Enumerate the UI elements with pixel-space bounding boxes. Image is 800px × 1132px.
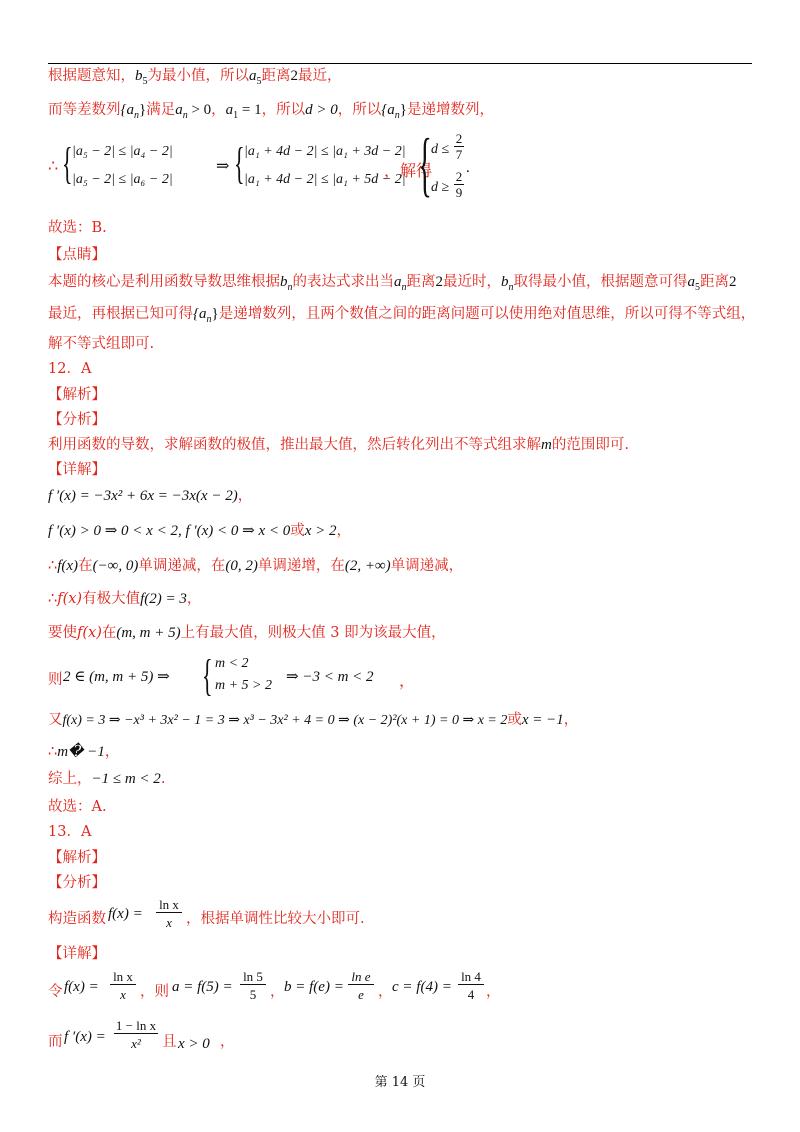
text: .: [160, 771, 166, 787]
math: a: [249, 68, 257, 84]
q12-system-line: [48, 651, 748, 700]
text: ，: [563, 712, 579, 728]
left-brace: {: [234, 139, 245, 188]
math: (−∞, 0): [92, 558, 139, 574]
math: a: [225, 102, 234, 118]
text: ，所以: [261, 102, 306, 118]
text: 而: [48, 1034, 63, 1050]
math: 2: [729, 274, 737, 290]
q12-fenxi-heading: 【分析】: [48, 412, 106, 428]
text: 又: [48, 712, 63, 728]
q13-derivative-line: [48, 1016, 748, 1060]
math: (0, 2): [225, 558, 258, 574]
text: .: [466, 160, 470, 176]
math-sub: n: [287, 281, 293, 293]
system-row-2: m + 5 > 2: [215, 678, 273, 693]
fraction-denominator: x²: [131, 1036, 141, 1051]
math: f ′(x) =: [64, 1029, 106, 1045]
fraction-denominator: e: [358, 987, 364, 1002]
text: 最近时，: [443, 274, 501, 290]
math: a: [394, 274, 402, 290]
text: 或: [290, 523, 305, 539]
text: f(x): [77, 625, 102, 641]
dianjing-line-3: 解不等式组即可.: [48, 336, 155, 352]
math: x = −1: [521, 712, 564, 728]
left-brace: {: [62, 139, 73, 188]
q11-line-2: [48, 100, 494, 126]
math: (m, m + 5): [116, 625, 181, 641]
text: ，: [237, 488, 253, 504]
math: {a: [381, 102, 395, 118]
math: b: [280, 274, 288, 290]
text: ，所以: [337, 102, 382, 118]
header-rule: [48, 63, 752, 64]
text: 且: [162, 1034, 177, 1050]
math: x > 2: [304, 523, 337, 539]
math: d > 0: [305, 102, 338, 118]
q12-fenxi-text: [48, 435, 629, 455]
dianjing-line-2: [48, 304, 755, 330]
math: f ′(x) > 0 ⇒ 0 < x < 2, f ′(x) < 0 ⇒ x < 0: [48, 523, 291, 539]
system-row-1: m < 2: [215, 656, 249, 671]
math: f(x) =: [64, 979, 99, 995]
math-sub: n: [394, 109, 400, 121]
system-row-2: |a₅ − 2| ≤ |a₆ − 2|: [72, 172, 173, 187]
math: f(x): [57, 558, 79, 574]
left-brace: {: [418, 124, 432, 204]
text: ，: [220, 1034, 235, 1050]
q13-xiangjie-heading: 【详解】: [48, 946, 106, 962]
text: ，则: [140, 984, 169, 1000]
math: 2: [435, 274, 443, 290]
q12-therefore-line: [48, 742, 119, 762]
text: 则: [48, 672, 63, 688]
text: 上有最大值，则极大值 3 即为该最大值，: [180, 625, 446, 641]
q11-inequality-system: [48, 124, 748, 208]
math: m: [541, 437, 552, 453]
q12-solve-line: [48, 710, 578, 731]
text: 令: [48, 984, 63, 1000]
q13-jiexi-heading: 【解析】: [48, 850, 106, 866]
text: 最近，再根据已知可得: [48, 306, 193, 322]
q12-sign-line: [48, 521, 351, 541]
math: c = f(4) =: [392, 979, 452, 995]
math: b = f(e) =: [284, 979, 344, 995]
fraction-numerator: ln x: [110, 969, 136, 985]
math: (2, +∞): [344, 558, 391, 574]
text: 距离: [261, 68, 291, 84]
fraction-denominator: 7: [455, 147, 463, 162]
text: 是递增数列，且两个数值之间的距离问题可以使用绝对值思维，所以可得不等式组，: [218, 306, 756, 322]
text: 是递增数列，: [406, 102, 494, 118]
text: 距离: [406, 274, 436, 290]
q12-jiexi-heading: 【解析】: [48, 387, 106, 403]
math-sub: n: [508, 281, 514, 293]
text: 距离: [700, 274, 729, 290]
math: x > 0: [178, 1036, 210, 1052]
math: a: [175, 102, 183, 118]
fraction-numerator: 1 − ln x: [115, 1018, 157, 1033]
text: 在: [78, 558, 93, 574]
math-sub: n: [401, 281, 407, 293]
q13-fenxi-heading: 【分析】: [48, 875, 106, 891]
math: f(x) = 3 ⇒ −x³ + 3x² − 1 = 3 ⇒ x³ − 3x² + 4 = 0 ⇒ (x − 2)²(x + 1) = 0 ⇒ x = 2: [62, 713, 508, 728]
text: ，: [186, 591, 202, 607]
math: }: [399, 102, 407, 118]
math: ⇒ −3 < m < 2: [286, 669, 374, 685]
result-1: d ≤: [431, 142, 450, 157]
text: 满足: [146, 102, 176, 118]
text: 或: [507, 712, 522, 728]
math: }: [211, 306, 219, 322]
q12-summary-line: [48, 769, 165, 789]
text: 最近，: [298, 68, 342, 84]
math: b: [135, 68, 143, 84]
q11-answer: 故选：B.: [48, 220, 107, 236]
fraction-denominator: 5: [249, 987, 257, 1002]
text: ∴: [48, 591, 58, 607]
text: ∴: [48, 744, 58, 760]
fraction-denominator: x: [166, 915, 172, 930]
text: 构造函数: [48, 911, 106, 927]
q11-line-1: [48, 66, 342, 92]
text: 综上，: [48, 771, 92, 787]
fraction-numerator: ln x: [156, 897, 182, 913]
implies-arrow: ⇒: [216, 158, 230, 175]
text: ，: [486, 984, 501, 1000]
q13-fenxi-text: [48, 896, 748, 936]
math-sub: 5: [256, 75, 262, 87]
text: 取得最小值，根据题意可得: [513, 274, 688, 290]
text: 而等差数列: [48, 102, 121, 118]
text: ，: [211, 102, 226, 118]
math: }: [139, 102, 147, 118]
text: 单调递增，在: [257, 558, 345, 574]
math: a: [687, 274, 695, 290]
system-row-1: |a₅ − 2| ≤ |a₄ − 2|: [72, 144, 173, 159]
text: 单调递减，: [390, 558, 464, 574]
text: ，解得: [384, 161, 433, 180]
fraction-denominator: 9: [455, 185, 463, 200]
math: f(x) =: [108, 906, 143, 922]
math: = 1: [238, 102, 262, 118]
q12-heading: 12．A: [48, 361, 92, 377]
system-row-4: |a₁ + 4d − 2| ≤ |a₁ + 5d − 2|: [244, 172, 406, 187]
fraction-numerator: ln 4: [458, 969, 484, 985]
text: ，: [378, 984, 393, 1000]
math: 2 ∈ (m, m + 5) ⇒: [63, 669, 170, 685]
math-sub: 5: [695, 281, 700, 293]
q12-monotonic-line: [48, 556, 463, 576]
q13-define-line: [48, 966, 748, 1010]
text: 为最小值，所以: [147, 68, 249, 84]
text: 有极大值: [82, 591, 141, 607]
math-sub: n: [206, 313, 212, 325]
text: ，: [104, 744, 120, 760]
math: a = f(5) =: [172, 979, 233, 995]
text: 利用函数的导数，求解函数的极值，推出最大值，然后转化列出不等式组求解: [48, 437, 541, 453]
fraction-numerator: ln e: [348, 969, 374, 985]
math: −1 ≤ m < 2: [91, 771, 161, 787]
math: {a: [193, 306, 207, 322]
math: {a: [120, 102, 134, 118]
text: ，: [270, 984, 285, 1000]
fraction-numerator: 2: [455, 131, 463, 146]
math: > 0: [187, 102, 212, 118]
math: 2: [290, 68, 298, 84]
math-sub: 1: [233, 109, 239, 121]
dianjing-heading: 【点睛】: [48, 247, 106, 263]
text: 的范围即可.: [551, 437, 629, 453]
math-sub: n: [182, 109, 188, 121]
text: 本题的核心是利用函数导数思维根据: [48, 274, 280, 290]
text: ∴: [48, 558, 58, 574]
fraction-numerator: 2: [455, 169, 463, 184]
text: 要使: [48, 625, 77, 641]
q12-answer: 故选：A.: [48, 799, 107, 815]
text: ，根据单调性比较大小即可.: [186, 911, 365, 927]
q13-heading: 13．A: [48, 824, 92, 840]
text: f(x): [57, 591, 83, 607]
page-number: 第 14 页: [374, 1075, 426, 1090]
fraction-numerator: ln 5: [240, 969, 266, 985]
q12-xiangjie-heading: 【详解】: [48, 462, 106, 478]
math-sub: 5: [142, 75, 148, 87]
fraction-denominator: x: [120, 987, 126, 1002]
math: f(2) = 3: [140, 591, 187, 607]
fraction-denominator: 4: [467, 987, 475, 1002]
q12-condition-line: [48, 623, 446, 643]
dianjing-line-1: [48, 272, 737, 298]
result-2: d ≥: [431, 180, 450, 195]
math-sub: n: [134, 109, 139, 121]
math: f ′(x) = −3x² + 6x = −3x(x − 2): [48, 488, 238, 504]
q12-derivative-line: [48, 486, 252, 506]
q12-max-line: [48, 589, 201, 609]
system-row-3: |a₁ + 4d − 2| ≤ |a₁ + 3d − 2|: [244, 144, 406, 159]
text: ，: [399, 671, 416, 690]
text: 在: [101, 625, 117, 641]
left-brace: {: [202, 651, 213, 700]
math: b: [501, 274, 509, 290]
therefore-symbol: ∴: [48, 156, 59, 175]
text: 单调递减，在: [138, 558, 226, 574]
math: m� −1: [57, 744, 105, 760]
text: 根据题意知，: [48, 68, 135, 84]
text: 的表达式求出当: [292, 274, 394, 290]
text: ，: [336, 523, 352, 539]
